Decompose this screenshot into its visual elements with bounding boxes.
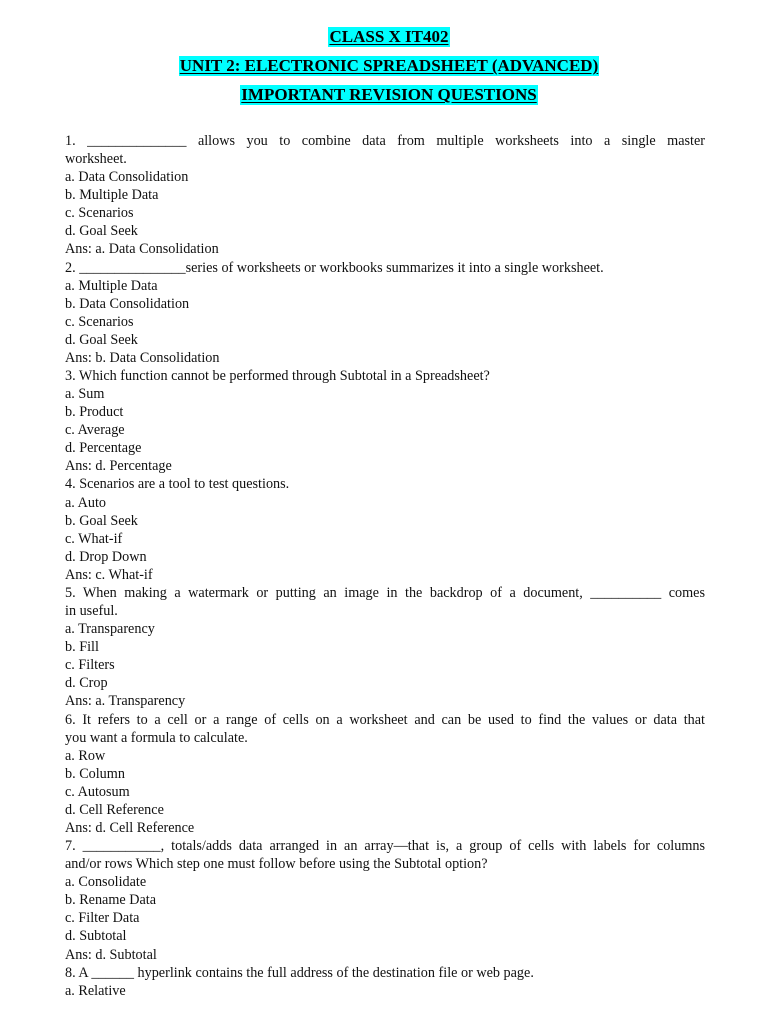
question-5-option-b: b. Fill [65,639,99,656]
question-1-text-line-2: worksheet. [65,151,127,168]
question-3-text: 3. Which function cannot be performed through Subtotal in a Spreadsheet? [65,368,490,385]
question-6-text-line-1: 6. It refers to a cell or a range of cells on a worksheet and can be used to find the values or data that [65,711,705,728]
question-1-option-b: b. Multiple Data [65,187,159,204]
question-5-text-line-2: in useful. [65,603,118,620]
question-5-text-line-1: 5. When making a watermark or putting an image in the backdrop of a document, __________ comes [65,584,705,601]
question-7-option-d: d. Subtotal [65,928,127,945]
question-3-option-b: b. Product [65,404,124,421]
question-1-option-a: a. Data Consolidation [65,169,189,186]
question-1-text-line-1: 1. ______________ allows you to combine data from multiple worksheets into a single master [65,133,705,149]
question-7-text-line-2: and/or rows Which step one must follow before using the Subtotal option? [65,856,488,873]
question-4-option-b: b. Goal Seek [65,512,138,529]
question-7-option-c: c. Filter Data [65,910,140,927]
question-7-option-a: a. Consolidate [65,874,147,891]
subtitle-heading-line [0,85,768,114]
document-header [0,27,768,114]
question-1-option-d: d. Goal Seek [65,223,138,240]
question-2-text: 2. _______________series of worksheets or workbooks summarizes it into a single worksheet. [65,259,604,276]
question-3-option-c: c. Average [65,422,125,439]
question-5-answer: Ans: a. Transparency [65,693,186,710]
question-4-option-d: d. Drop Down [65,548,147,565]
question-3-answer: Ans: d. Percentage [65,458,172,475]
class-heading-line [0,27,768,56]
question-6-option-b: b. Column [65,765,125,782]
question-6-option-d: d. Cell Reference [65,801,164,818]
question-6-answer: Ans: d. Cell Reference [65,819,195,836]
unit-heading: UNIT 2: ELECTRONIC SPREADSHEET (ADVANCED) [179,56,599,75]
question-5-option-d: d. Crop [65,675,108,692]
question-5-option-c: c. Filters [65,657,115,674]
question-4-option-a: a. Auto [65,494,106,511]
question-2-option-d: d. Goal Seek [65,331,138,348]
question-7-answer: Ans: d. Subtotal [65,946,157,963]
question-7-option-b: b. Rename Data [65,892,156,909]
question-2-option-b: b. Data Consolidation [65,295,190,312]
question-4-option-c: c. What-if [65,530,123,547]
question-6-option-c: c. Autosum [65,783,130,800]
question-8-text: 8. A ______ hyperlink contains the full address of the destination file or web page. [65,964,534,981]
class-heading: CLASS X IT402 [329,27,449,46]
question-4-answer: Ans: c. What-if [65,566,153,583]
unit-heading-line [0,56,768,85]
question-2-option-a: a. Multiple Data [65,277,158,294]
question-6-option-a: a. Row [65,747,106,764]
question-2-answer: Ans: b. Data Consolidation [65,349,220,366]
question-2-option-c: c. Scenarios [65,313,134,330]
question-5-option-a: a. Transparency [65,621,155,638]
question-6-text-line-2: you want a formula to calculate. [65,729,248,746]
question-list [65,132,705,1000]
question-1-answer: Ans: a. Data Consolidation [65,241,219,258]
subtitle-heading: IMPORTANT REVISION QUESTIONS [241,85,537,104]
question-3-option-a: a. Sum [65,386,105,403]
question-4-text: 4. Scenarios are a tool to test questions. [65,476,290,493]
question-8-option-a: a. Relative [65,982,126,999]
question-7-text-line-1: 7. ___________, totals/adds data arranged in an array—that is, a group of cells with labels for columns [65,838,705,855]
question-3-option-d: d. Percentage [65,440,142,457]
question-1-option-c: c. Scenarios [65,205,134,222]
